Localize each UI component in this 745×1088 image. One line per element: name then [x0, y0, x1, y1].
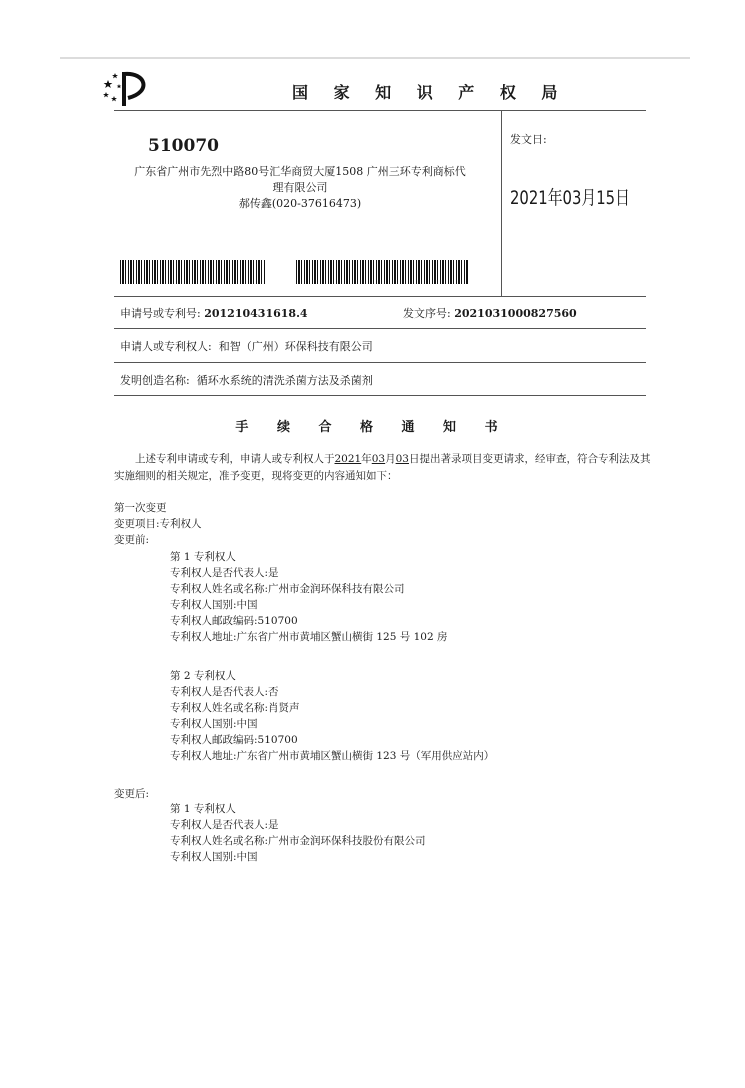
- app-no-label: 申请号或专利号:: [120, 307, 201, 320]
- owner-title: 第 2 专利权人: [170, 670, 236, 682]
- para-text-d: 日提出著录项目变更请求，经审查，符合专利法及其实施细则的相关规定，准予变更，现将变更的内容通知如下：: [114, 453, 651, 482]
- after-owner-1: [170, 801, 426, 865]
- recipient-contact: 郝传鑫(020-37616473): [238, 197, 362, 210]
- owner-postcode: 专利权人邮政编码:510700: [170, 734, 298, 746]
- field-rule: [114, 362, 646, 363]
- applicant-label: 申请人或专利权人:: [120, 340, 212, 353]
- invention-value: 循环水系统的清洗杀菌方法及杀菌剂: [196, 374, 373, 387]
- doc-no-row: [403, 305, 577, 321]
- notice-title: 手 续 合 格 通 知 书: [235, 420, 510, 435]
- doc-no-label: 发文序号:: [403, 307, 451, 320]
- notice-paragraph: [114, 451, 654, 485]
- change-details: [114, 500, 202, 548]
- request-year: 2021: [334, 453, 362, 465]
- barcode-right: [296, 260, 468, 284]
- invention-label: 发明创造名称:: [120, 374, 190, 387]
- owner-address: 专利权人地址:广东省广州市黄埔区蟹山横街 125 号 102 房: [170, 631, 448, 643]
- before-owner-1: [170, 549, 447, 645]
- app-no-row: [120, 305, 308, 321]
- owner-name: 专利权人姓名或名称:广州市金润环保科技股份有限公司: [170, 835, 426, 847]
- section-rule: [114, 296, 646, 297]
- barcode-left: [120, 260, 265, 284]
- applicant-row: [120, 338, 373, 354]
- request-month: 03: [371, 453, 386, 465]
- field-rule: [114, 395, 646, 396]
- issue-date: 2021年03月15日: [510, 187, 630, 209]
- doc-no-value: 2021031000827560: [454, 307, 577, 320]
- owner-rep: 专利权人是否代表人:是: [170, 819, 279, 831]
- recipient-address: [120, 164, 480, 212]
- office-name: 国 家 知 识 产 权 局: [292, 83, 568, 102]
- after-section: [114, 786, 149, 802]
- para-text-b: 年: [361, 453, 372, 465]
- recipient-postcode: 510070: [148, 136, 219, 156]
- owner-title: 第 1 专利权人: [170, 803, 236, 815]
- para-text-c: 月: [385, 453, 396, 465]
- para-text-a: 上述专利申请或专利，申请人或专利权人于: [135, 453, 335, 465]
- cnipa-logo-icon: [102, 70, 154, 108]
- before-owner-2: [170, 668, 494, 764]
- owner-name: 专利权人姓名或名称:广州市金润环保科技有限公司: [170, 583, 405, 595]
- app-no-value: 201210431618.4: [204, 307, 308, 320]
- owner-country: 专利权人国别:中国: [170, 718, 258, 730]
- owner-rep: 专利权人是否代表人:是: [170, 567, 279, 579]
- address-line-1: 广东省广州市先烈中路80号汇华商贸大厦1508 广州三环专利商标代: [134, 165, 466, 178]
- change-item: 变更项目:专利权人: [114, 518, 202, 530]
- owner-country: 专利权人国别:中国: [170, 851, 258, 863]
- applicant-value: 和智（广州）环保科技有限公司: [218, 340, 373, 353]
- address-line-2: 理有限公司: [272, 181, 328, 194]
- invention-row: [120, 372, 373, 388]
- header-rule: [114, 110, 646, 111]
- change-header: 第一次变更: [114, 502, 167, 514]
- top-border: [60, 57, 690, 59]
- owner-address: 专利权人地址:广东省广州市黄埔区蟹山横街 123 号（军用供应站内）: [170, 750, 495, 762]
- owner-rep: 专利权人是否代表人:否: [170, 686, 279, 698]
- owner-name: 专利权人姓名或名称:肖贤声: [170, 702, 300, 714]
- request-day: 03: [395, 453, 409, 465]
- owner-country: 专利权人国别:中国: [170, 599, 258, 611]
- issue-date-label: 发文日:: [510, 133, 547, 146]
- owner-title: 第 1 专利权人: [170, 551, 236, 563]
- column-divider: [501, 110, 502, 296]
- before-label: 变更前:: [114, 534, 150, 546]
- field-rule: [114, 328, 646, 329]
- owner-postcode: 专利权人邮政编码:510700: [170, 615, 298, 627]
- after-label: 变更后:: [114, 788, 150, 800]
